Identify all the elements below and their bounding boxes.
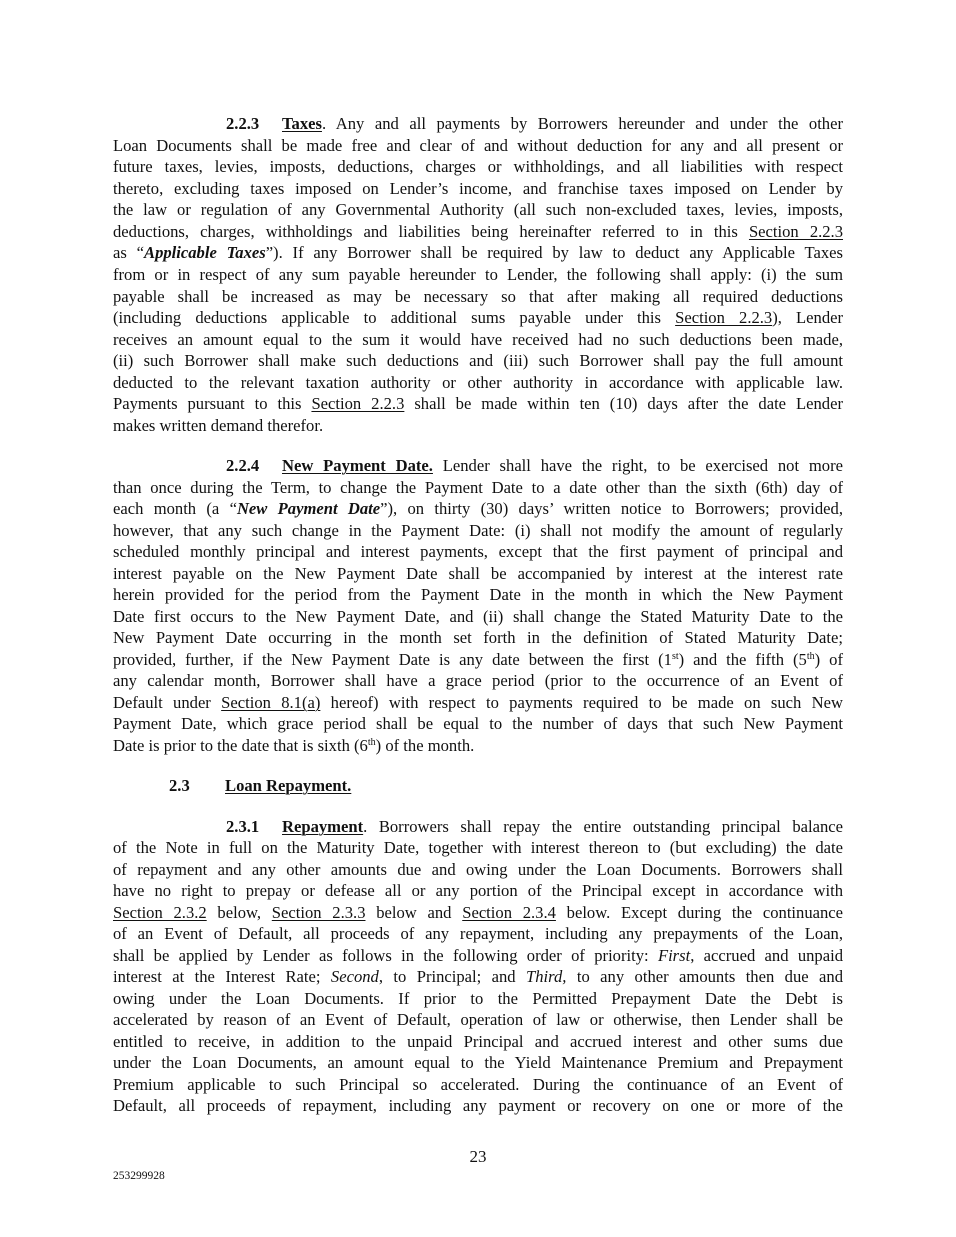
body-text: , to Principal; and	[378, 967, 527, 986]
text-line	[113, 200, 843, 220]
text-line	[113, 136, 843, 156]
text-line	[113, 650, 843, 670]
body-text: scheduled monthly principal and interest payments, except that the first payment of principal and	[113, 542, 843, 561]
body-text: under the Loan Documents, an amount equal to the Yield Maintenance Premium and Prepayment	[113, 1053, 843, 1072]
text-line	[113, 903, 843, 923]
text-line	[113, 157, 843, 177]
body-text: Default, all proceeds of repayment, including any payment or recovery on one or more of the	[113, 1096, 843, 1115]
body-text: Date first occurs to the New Payment Date, and (ii) shall change the Stated Maturity Date to the	[113, 607, 843, 626]
body-text: of the Note in full on the Maturity Date, together with interest thereon to (but excluding) the date	[113, 838, 843, 857]
body-text: Payment Date, which grace period shall be equal to the number of days that such New Payment	[113, 714, 843, 733]
text-line	[113, 351, 843, 371]
body-text: (including deductions applicable to additional sums payable under this	[113, 308, 676, 327]
body-text: ) of the month.	[375, 736, 475, 755]
body-text: interest payable on the New Payment Date shall be accompanied by interest at the interest rate	[113, 564, 843, 583]
section-cross-reference: Section 2.3.4	[462, 903, 556, 922]
text-line	[113, 243, 843, 263]
body-text: Date is prior to the date that is sixth (6	[113, 736, 368, 755]
text-line	[113, 287, 843, 307]
section-cross-reference: Section 2.2.3	[748, 222, 844, 241]
body-text: makes written demand therefor.	[113, 416, 324, 435]
section-number: 2.3	[169, 776, 190, 795]
body-text: Payments pursuant to this	[113, 394, 312, 413]
text-line	[113, 542, 843, 562]
text-line	[113, 265, 843, 285]
text-line	[113, 478, 843, 498]
body-text: have no right to prepay or defease all or any portion of the Principal except in accordance with	[113, 881, 843, 900]
body-text: , accrued and unpaid	[690, 946, 843, 965]
emphasis-text: First	[657, 946, 691, 965]
body-text: ) of	[814, 650, 843, 669]
body-text: below and	[365, 903, 463, 922]
body-text: than once during the Term, to change the Payment Date to a date other than the sixth (6th) day of	[113, 478, 843, 497]
text-line	[113, 838, 843, 858]
body-text: payable shall be increased as may be necessary so that after making all required deductions	[113, 287, 843, 306]
ordinal-superscript: th	[806, 651, 815, 662]
body-text: (ii) such Borrower shall make such deductions and (iii) such Borrower shall pay the full amount	[113, 351, 843, 370]
body-text: shall be applied by Lender as follows in the following order of priority:	[113, 946, 658, 965]
text-line	[113, 860, 843, 880]
text-line	[113, 330, 843, 350]
text-line	[113, 564, 843, 584]
body-text: to any other amounts then due and	[566, 967, 843, 986]
section-number: 2.3.1	[226, 817, 260, 836]
body-text: deductions, charges, withholdings and liabilities being hereinafter referred to in this	[113, 222, 749, 241]
body-text: Loan Documents shall be made free and clear of and without deduction for any and all present or	[113, 136, 843, 155]
section-cross-reference: Section 2.2.3	[311, 394, 405, 413]
body-text: owing under the Loan Documents. If prior to the Permitted Prepayment Date the Debt is	[113, 989, 843, 1008]
body-text: entitled to receive, in addition to the unpaid Principal and accrued interest and other sums due	[113, 1032, 843, 1051]
body-text: from or in respect of any sum payable hereunder to Lender, the following shall apply: (i) the sum	[113, 265, 843, 284]
text-line	[113, 693, 843, 713]
section-number: 2.2.3	[226, 114, 260, 133]
page-number: 23	[469, 1147, 487, 1166]
text-line	[113, 308, 843, 328]
body-text: future taxes, levies, imposts, deductions, charges or withholdings, and all liabilities with respect	[113, 157, 843, 176]
body-text: New Payment Date occurring in the month set forth in the definition of Stated Maturity Date;	[113, 628, 843, 647]
text-line	[113, 924, 843, 944]
text-line	[113, 881, 843, 901]
body-text: interest at the Interest Rate;	[113, 967, 331, 986]
body-text: herein provided for the period from the Payment Date in the month in which the New Payment	[113, 585, 843, 604]
text-line	[113, 671, 843, 691]
body-text: ), Lender	[772, 308, 844, 327]
section-title: New Payment Date.	[282, 456, 433, 475]
text-line	[113, 1032, 843, 1052]
section-cross-reference: Section 2.3.3	[271, 903, 366, 922]
text-line	[113, 736, 843, 756]
document-id: 253299928	[113, 1170, 165, 1182]
emphasis-text: Second	[330, 967, 379, 986]
body-text: thereto, excluding taxes imposed on Lender’s income, and franchise taxes imposed on Lender by	[113, 179, 843, 198]
text-line	[113, 222, 843, 242]
text-line	[113, 628, 843, 648]
body-text: provided, further, if the New Payment Date is any date between the first (1	[113, 650, 672, 669]
body-text: ) and the fifth (5	[678, 650, 807, 669]
body-text: each month (a “	[113, 499, 237, 518]
body-text: ”), on thirty (30) days’ written notice to Borrowers; provided,	[380, 499, 843, 518]
text-line	[226, 456, 843, 476]
body-text: of an Event of Default, all proceeds of any repayment, including any prepayments of the Loan,	[113, 924, 843, 943]
text-line	[113, 714, 843, 734]
body-text: accelerated by reason of an Event of Default, operation of law or otherwise, then Lender shall be	[113, 1010, 843, 1029]
section-cross-reference: Section 2.2.3	[675, 308, 773, 327]
body-text: Default under	[113, 693, 222, 712]
section-title: Repayment	[282, 817, 364, 836]
text-line	[169, 776, 469, 796]
body-text: however, that any such change in the Payment Date: (i) shall not modify the amount of regularly	[113, 521, 843, 540]
text-line	[113, 1075, 843, 1095]
text-line	[113, 1010, 843, 1030]
emphasis-text: Third,	[526, 967, 567, 986]
defined-term: Applicable Taxes	[144, 243, 266, 262]
text-line	[113, 416, 843, 436]
body-text: below. Except during the continuance	[555, 903, 844, 922]
text-line	[113, 499, 843, 519]
section-title: Loan Repayment.	[225, 776, 352, 795]
body-text: of repayment and any other amounts due and owing under the Loan Documents. Borrowers shall	[113, 860, 843, 879]
body-text: shall be made within ten (10) days after the date Lender	[404, 394, 843, 413]
body-text: . Any and all payments by Borrowers hereunder and under the other	[321, 114, 843, 133]
body-text: Lender shall have the right, to be exercised not more	[432, 456, 843, 475]
text-line	[113, 585, 843, 605]
text-line	[113, 179, 843, 199]
body-text: receives an amount equal to the sum it would have received had no such deductions been made,	[113, 330, 843, 349]
body-text: ”). If any Borrower shall be required by law to deduct any Applicable Taxes	[265, 243, 843, 262]
text-line	[113, 989, 843, 1009]
text-line	[113, 394, 843, 414]
text-line	[113, 373, 843, 393]
ordinal-superscript: th	[367, 737, 376, 748]
text-line	[226, 114, 843, 134]
body-text: deducted to the relevant taxation authority or other authority in accordance with applicable law.	[113, 373, 843, 392]
body-text: any calendar month, Borrower shall have a grace period (prior to the occurrence of an Event of	[113, 671, 843, 690]
body-text: as “	[113, 243, 145, 262]
body-text: below,	[206, 903, 272, 922]
section-number: 2.2.4	[226, 456, 260, 475]
body-text: . Borrowers shall repay the entire outstanding principal balance	[363, 817, 843, 836]
section-title: Taxes	[282, 114, 322, 133]
ordinal-superscript: st	[671, 651, 679, 662]
body-text: Premium applicable to such Principal so accelerated. During the continuance of an Event of	[113, 1075, 843, 1094]
section-cross-reference: Section 8.1(a)	[221, 693, 321, 712]
text-line	[113, 607, 843, 627]
text-line	[113, 1096, 843, 1116]
section-cross-reference: Section 2.3.2	[113, 903, 207, 922]
text-line	[113, 946, 843, 966]
text-line	[113, 967, 843, 987]
text-line	[113, 521, 843, 541]
body-text: hereof) with respect to payments required to be made on such New	[320, 693, 843, 712]
text-line	[113, 1053, 843, 1073]
defined-term: New Payment Date	[236, 499, 381, 518]
body-text: the law or regulation of any Governmental Authority (all such non-excluded taxes, levies, imposts,	[113, 200, 843, 219]
text-line	[226, 817, 843, 837]
